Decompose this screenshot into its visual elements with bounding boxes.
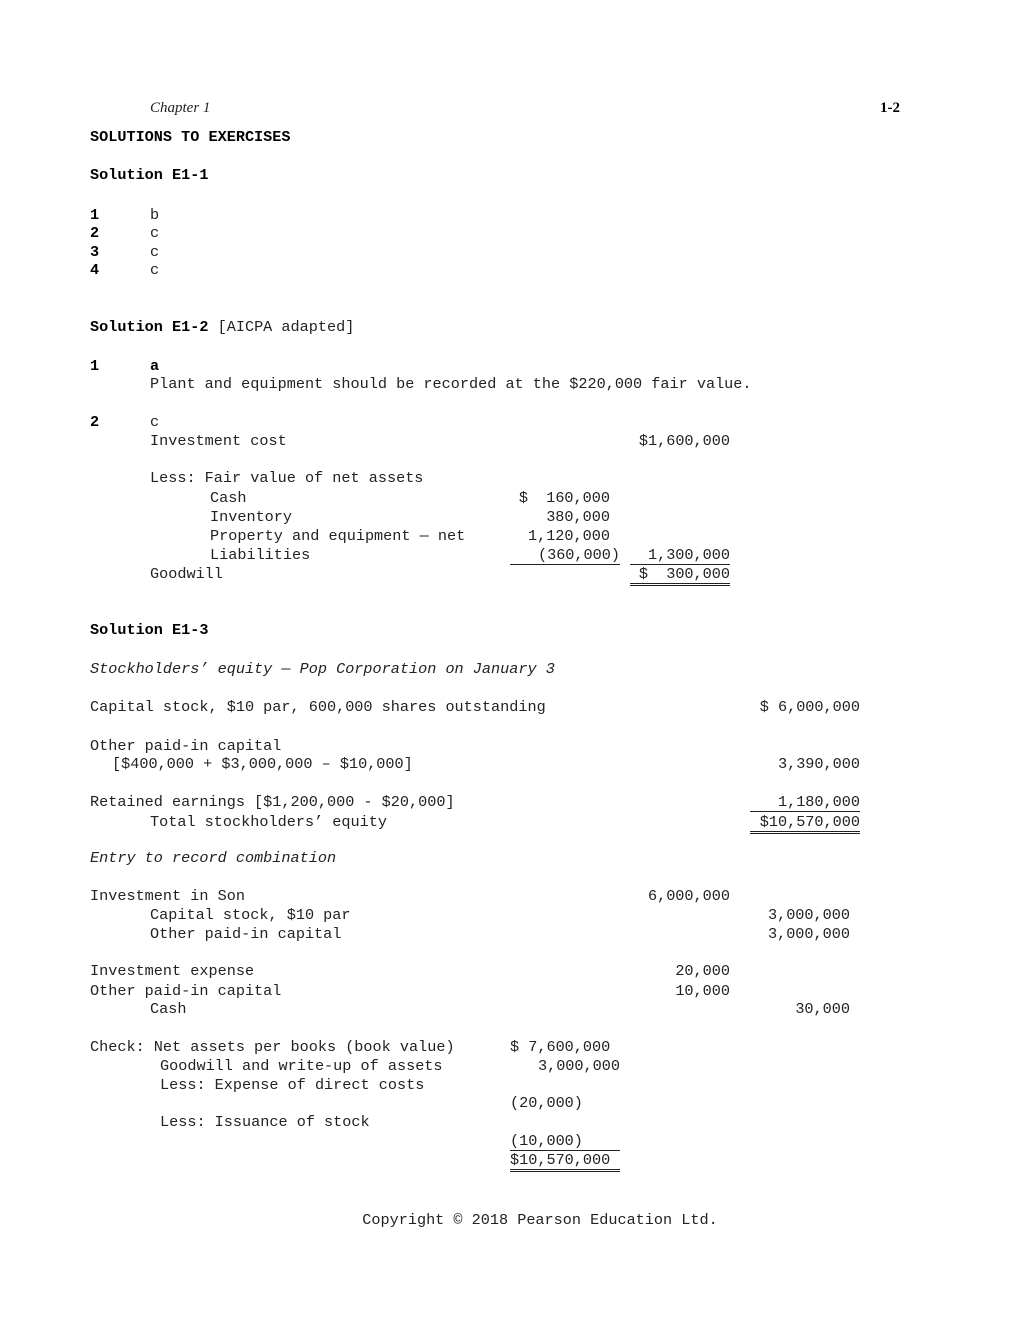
total-equity-amount: $10,570,000 [759, 813, 860, 831]
cash-value: $ 160,000 [518, 489, 610, 507]
e1-2-heading-line [90, 318, 354, 337]
e1-1-question-number: 1 [90, 206, 100, 224]
e1-2-q2-number: 2 [90, 413, 100, 431]
check-issuance-label: Less: Issuance of stock [160, 1113, 370, 1131]
goodwill-label: Goodwill [150, 565, 223, 583]
liabilities-value [510, 546, 620, 565]
e1-2-q1-explanation: Plant and equipment should be recorded at the $220,000 fair value. [150, 375, 752, 393]
entry-credit-label: Other paid-in capital [150, 925, 342, 943]
copyright-footer: Copyright © 2018 Pearson Education Ltd. [362, 1211, 718, 1229]
check-value: $ 7,600,000 [510, 1038, 611, 1056]
equity-title: Stockholders’ equity — Pop Corporation on January 3 [90, 660, 555, 678]
cash-label: Cash [210, 489, 247, 507]
check-issuance-amount: (10,000) [510, 1132, 583, 1150]
entry-debit-label: Other paid-in capital [90, 982, 282, 1000]
retained-earnings-label: Retained earnings [$1,200,000 - $20,000] [90, 793, 455, 811]
retained-earnings-value [750, 793, 860, 812]
check-goodwill-label: Goodwill and write-up of assets [160, 1057, 443, 1075]
capital-stock-value: $ 6,000,000 [759, 698, 860, 716]
opic-detail: [$400,000 + $3,000,000 – $10,000] [112, 755, 413, 773]
entry-credit-value: 3,000,000 [767, 906, 850, 924]
check-issuance-value [510, 1132, 620, 1151]
opic-value: 3,390,000 [777, 755, 860, 773]
e1-1-heading: Solution E1-1 [90, 166, 209, 184]
entry-debit-value: 10,000 [675, 982, 730, 1000]
check-expense-label: Less: Expense of direct costs [160, 1076, 425, 1094]
e1-2-source-note: [AICPA adapted] [217, 318, 355, 336]
e1-2-q2-answer: c [150, 413, 160, 431]
inventory-value: 380,000 [546, 508, 610, 526]
goodwill-value [630, 565, 730, 586]
investment-cost-value: $1,600,000 [638, 432, 730, 450]
entry-credit-label: Capital stock, $10 par [150, 906, 351, 924]
chapter-label: Chapter 1 [150, 100, 211, 116]
page-number: 1-2 [880, 100, 900, 116]
e1-2-q1-answer: a [150, 357, 160, 375]
entry-debit-label: Investment expense [90, 962, 255, 980]
liabilities-amount: (360,000) [537, 546, 620, 564]
ppe-value: 1,120,000 [527, 527, 610, 545]
e1-1-answer: b [150, 206, 160, 224]
total-equity-label: Total stockholders’ equity [150, 813, 387, 831]
investment-cost-label: Investment cost [150, 432, 287, 450]
ppe-label: Property and equipment — net [210, 527, 466, 545]
entry-debit-value: 20,000 [675, 962, 730, 980]
capital-stock-label: Capital stock, $10 par, 600,000 shares outstanding [90, 698, 546, 716]
entry-debit-value: 6,000,000 [647, 887, 730, 905]
e1-1-answer: c [150, 261, 160, 279]
page-title: SOLUTIONS TO EXERCISES [90, 128, 291, 146]
check-goodwill-value: 3,000,000 [537, 1057, 620, 1075]
entry-credit-value: 30,000 [795, 1000, 850, 1018]
net-assets-amount: 1,300,000 [647, 546, 730, 564]
total-equity-value [750, 813, 860, 834]
e1-1-question-number: 3 [90, 243, 100, 261]
entry-debit-label: Investment in Son [90, 887, 245, 905]
goodwill-amount: $ 300,000 [638, 565, 730, 583]
inventory-label: Inventory [210, 508, 293, 526]
entry-credit-label: Cash [150, 1000, 187, 1018]
e1-2-heading: Solution E1-2 [90, 318, 209, 336]
entry-credit-value: 3,000,000 [767, 925, 850, 943]
check-expense-value: (20,000) [510, 1094, 583, 1112]
opic-label: Other paid-in capital [90, 737, 282, 755]
net-assets-total [630, 546, 730, 565]
e1-3-heading: Solution E1-3 [90, 621, 209, 639]
e1-1-answer: c [150, 243, 160, 261]
e1-1-question-number: 4 [90, 261, 100, 279]
entry-title: Entry to record combination [90, 849, 337, 867]
liabilities-label: Liabilities [210, 546, 311, 564]
check-label: Check: Net assets per books (book value) [90, 1038, 455, 1056]
less-fair-value-label: Less: Fair value of net assets [150, 469, 424, 487]
e1-2-q1-number: 1 [90, 357, 100, 375]
e1-1-answer: c [150, 224, 160, 242]
retained-earnings-amount: 1,180,000 [777, 793, 860, 811]
check-total-amount: $10,570,000 [510, 1151, 611, 1169]
check-total-value [510, 1151, 620, 1172]
e1-1-question-number: 2 [90, 224, 100, 242]
